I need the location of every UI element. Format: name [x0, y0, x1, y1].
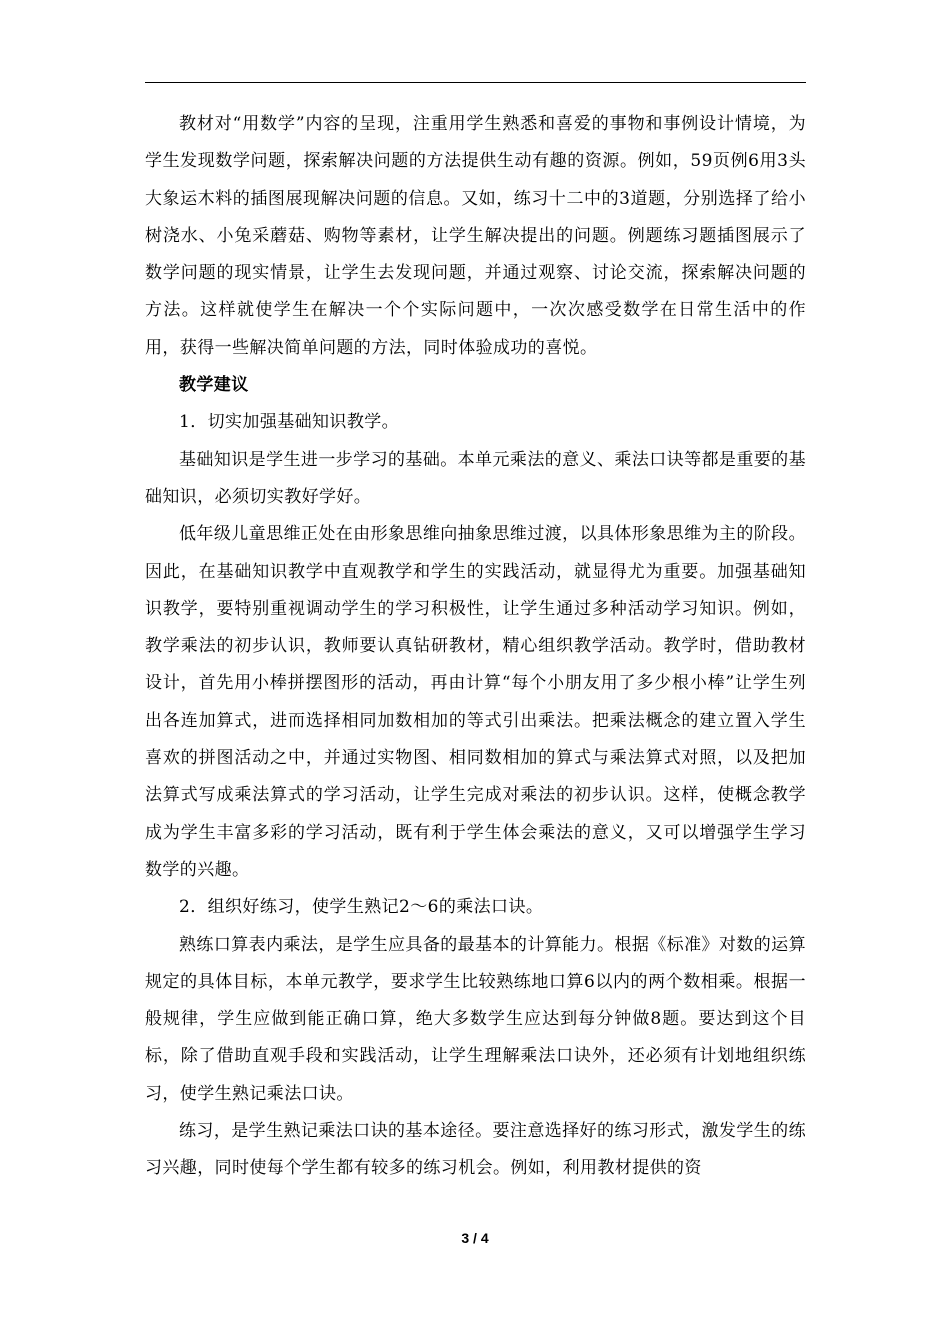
page-number: 3 / 4 [461, 1230, 489, 1246]
paragraph-practice-approach: 练习，是学生熟记乘法口诀的基本途径。要注意选择好的练习形式，激发学生的练习兴趣，同时使每个学生都有较多的练习机会。例如，利用教材提供的资 [145, 1121, 806, 1179]
paragraph-basic-knowledge: 基础知识是学生进一步学习的基础。本单元乘法的意义、乘法口诀等都是重要的基础知识，必须切实教好学好。 [145, 449, 806, 507]
subheading-basic-knowledge: 1．切实加强基础知识教学。 [179, 412, 400, 433]
header-rule [145, 82, 806, 83]
paragraph-materials-presentation: 教材对“用数学”内容的呈现，注重用学生熟悉和喜爱的事物和事例设计情境，为学生发现数学问题，探索解决问题的方法提供生动有趣的资源。例如，59页例6用3头大象运木料的插图展现解决问题的信息。又如，练习十二中的3道题，分别选择了给小树浇水、小兔采蘑菇、购物等素材，让学生解决提出的问题。例题练习题插图展示了数学问题的现实情景，让学生去发现问题，并通过观察、讨论交流，探索解决问题的方法。这样就使学生在解决一个个实际问题中，一次次感受数学在日常生活中的作用，获得一些解决简单问题的方法，同时体验成功的喜悦。 [145, 114, 806, 358]
body-text [145, 106, 806, 1188]
section-heading-teaching-suggestions: 教学建议 [179, 375, 249, 396]
paragraph-oral-calculation: 熟练口算表内乘法，是学生应具备的最基本的计算能力。根据《标准》对数的运算规定的具体目标，本单元教学，要求学生比较熟练地口算6以内的两个数相乘。根据一般规律，学生应做到能正确口算，绝大多数学生应达到每分钟做8题。要达到这个目标，除了借助直观手段和实践活动，让学生理解乘法口诀外，还必须有计划地组织练习，使学生熟记乘法口诀。 [145, 934, 806, 1104]
subheading-organize-practice: 2．组织好练习，使学生熟记2～6的乘法口诀。 [179, 897, 544, 918]
paragraph-young-children-thinking: 低年级儿童思维正处在由形象思维向抽象思维过渡，以具体形象思维为主的阶段。因此，在基础知识教学中直观教学和学生的实践活动，就显得尤为重要。加强基础知识教学，要特别重视调动学生的学习积极性，让学生通过多种活动学习知识。例如，教学乘法的初步认识，教师要认真钻研教材，精心组织教学活动。教学时，借助教材设计，首先用小棒拼摆图形的活动，再由计算“每个小朋友用了多少根小棒”让学生列出各连加算式，进而选择相同加数相加的等式引出乘法。把乘法概念的建立置入学生喜欢的拼图活动之中，并通过实物图、相同数相加的算式与乘法算式对照，以及把加法算式写成乘法算式的学习活动，让学生完成对乘法的初步认识。这样，使概念教学成为学生丰富多彩的学习活动，既有利于学生体会乘法的意义，又可以增强学生学习数学的兴趣。 [145, 524, 806, 880]
